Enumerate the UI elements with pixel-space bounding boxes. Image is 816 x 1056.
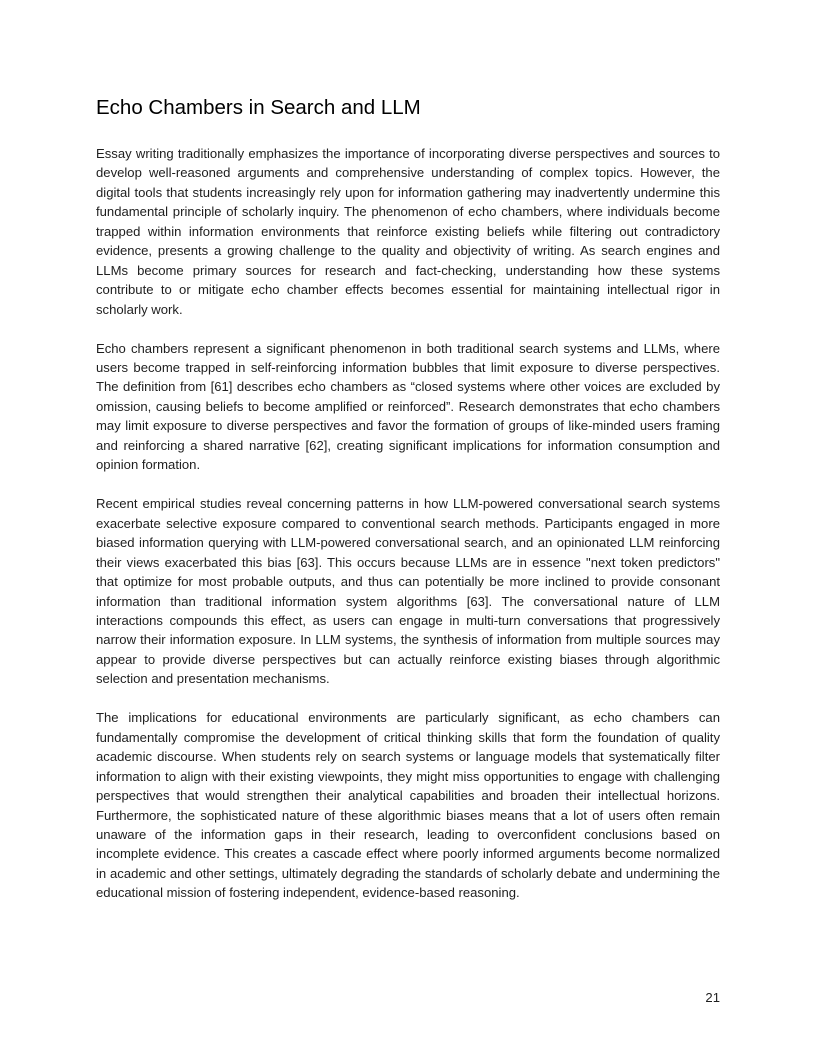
section-heading: Echo Chambers in Search and LLM [96, 96, 421, 119]
paragraph: Recent empirical studies reveal concerning patterns in how LLM-powered conversational search systems exacerbate selective exposure compared to conventional search methods. Participants engaged in more biased information querying with LLM-powered conversational search, and an opinionated LLM reinforcing their views exacerbated this bias [63]. This occurs because LLMs are in essence "next token predictors" that optimize for most probable outputs, and thus can potentially be more inclined to provide consonant information than traditional information system algorithms [63]. The conversational nature of LLM interactions compounds this effect, as users can engage in multi-turn conversations that progressively narrow their information exposure. In LLM systems, the synthesis of information from multiple sources may appear to provide diverse perspectives but can actually reinforce existing biases through algorithmic selection and presentation mechanisms. [96, 496, 720, 687]
paragraph: Echo chambers represent a significant phenomenon in both traditional search systems and LLMs, where users become trapped in self-reinforcing information bubbles that limit exposure to diverse perspectives. The definition from [61] describes echo chambers as “closed systems where other voices are excluded by omission, causing beliefs to become amplified or reinforced”. Research demonstrates that echo chambers may limit exposure to diverse perspectives and favor the formation of groups of like-minded users framing and reinforcing a shared narrative [62], creating significant implications for information consumption and opinion formation. [96, 340, 720, 473]
paragraph: The implications for educational environments are particularly significant, as echo chambers can fundamentally compromise the development of critical thinking skills that form the foundation of quality academic discourse. When students rely on search systems or language models that systematically filter information to align with their existing viewpoints, they might miss opportunities to engage with challenging perspectives that would strengthen their analytical capabilities and broaden their intellectual horizons. Furthermore, the sophisticated nature of these algorithmic biases means that a lot of users often remain unaware of the information gaps in their research, leading to overconfident conclusions based on incomplete evidence. This creates a cascade effect where poorly informed arguments become normalized in academic and other settings, ultimately degrading the standards of scholarly debate and undermining the educational mission of fostering independent, evidence-based reasoning. [96, 710, 720, 901]
body-text [96, 144, 720, 922]
page-number: 21 [705, 990, 720, 1005]
paragraph: Essay writing traditionally emphasizes the importance of incorporating diverse perspectives and sources to develop well-reasoned arguments and comprehensive understanding of complex topics. However, the digital tools that students increasingly rely upon for information gathering may inadvertently undermine this fundamental principle of scholarly inquiry. The phenomenon of echo chambers, where individuals become trapped within information environments that reinforce existing beliefs while filtering out contradictory evidence, presents a growing challenge to the quality and objectivity of writing. As search engines and LLMs become primary sources for research and fact-checking, understanding how these systems contribute to or mitigate echo chamber effects becomes essential for maintaining intellectual rigor in scholarly work. [96, 146, 720, 317]
